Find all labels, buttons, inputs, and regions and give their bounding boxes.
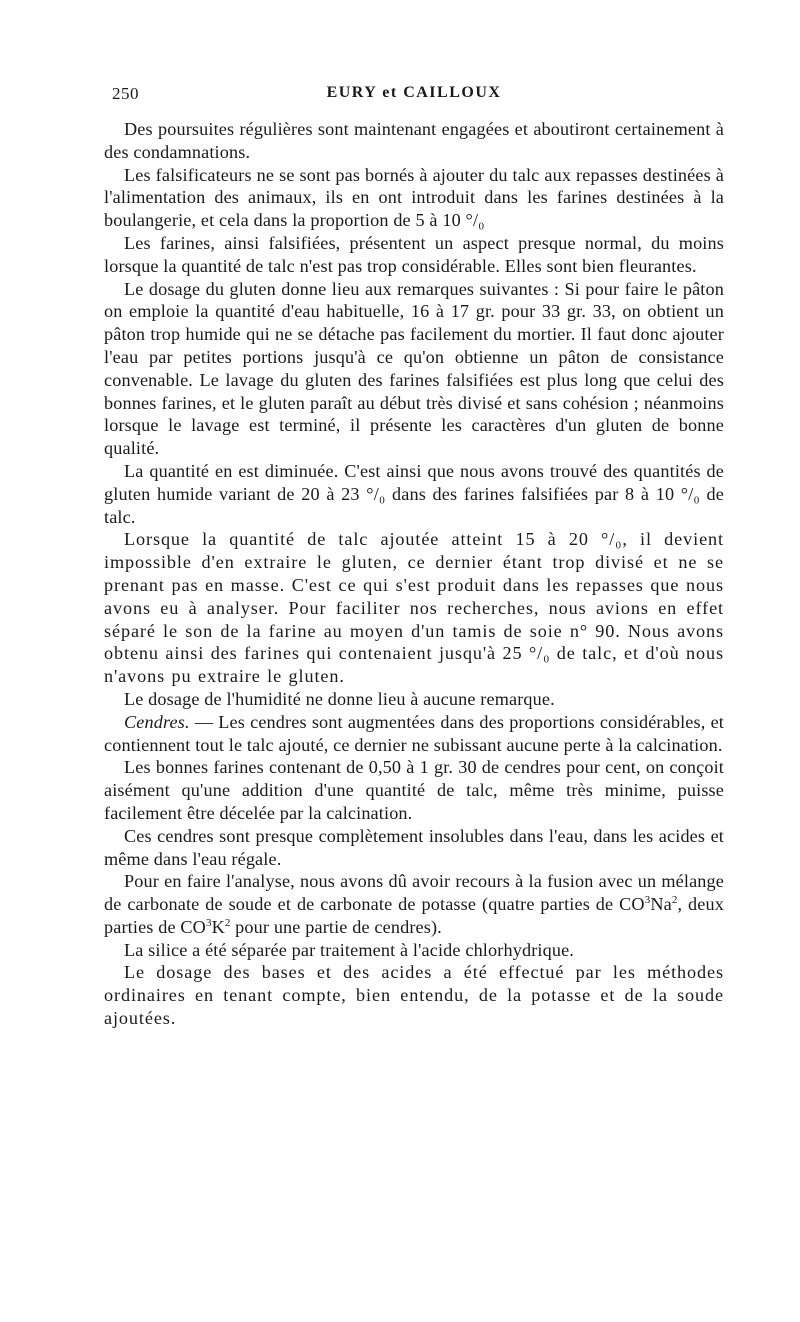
paragraph: Lorsque la quantité de talc ajoutée atteint 15 à 20 °/₀, il devient impossible d'en extraire le gluten, ce dernier étant trop divisé et ne se prenant pas en masse. C'est ce qui s'est produit dans les repasses que nous avons eu à analyser. Pour faciliter nos recherches, nous avions en effet séparé le son de la farine au moyen d'un tamis de soie n° 90. Nous avons obtenu ainsi des farines qui contenaient jusqu'à 25 °/₀ de talc, et d'où nous n'avons pu extraire le gluten.: [104, 529, 724, 687]
chem-symbol: Na: [650, 894, 672, 915]
document-page: [104, 84, 724, 1030]
paragraph: Le dosage du gluten donne lieu aux remarques suivantes : Si pour faire le pâton on emploie la quantité d'eau habituelle, 16 à 17 gr. pour 33 gr. 33, on obtient un pâton trop humide qui ne se détache pas facilement du mortier. Il faut donc ajouter l'eau par petites portions jusqu'à ce qu'on obtienne un pâton de consistance convenable. Le lavage du gluten des farines falsifiées est plus long que celui des bonnes farines, et le gluten paraît au début très divisé et sans cohésion ; néanmoins lorsque le lavage est terminé, il présente les caractères d'un gluten de bonne qualité.: [104, 278, 724, 459]
subscript-number: 3: [644, 894, 651, 907]
paragraph: Les farines, ainsi falsifiées, présentent un aspect presque normal, du moins lorsque la quantité de talc n'est pas trop considérable. Elles sont bien fleurantes.: [104, 232, 724, 276]
paragraph: La silice a été séparée par traitement à l'acide chlorhydrique.: [124, 939, 575, 960]
paragraph: Des poursuites régulières sont maintenant engagées et aboutiront certainement à des condamnations.: [104, 119, 724, 162]
paragraph-cendres: [104, 711, 724, 757]
section-label: Cendres.: [124, 711, 190, 732]
subscript-number: 2: [671, 894, 678, 907]
paragraph: Ces cendres sont presque complètement insolubles dans l'eau, dans les acides et même dans l'eau régale.: [104, 825, 724, 869]
page-header: [104, 84, 724, 110]
paragraph-text: — Les cendres sont augmentées dans des proportions considérables, et contiennent tout le talc ajouté, ce dernier ne subissant aucune perte à la calcination.: [104, 711, 724, 755]
page-number: 250: [112, 84, 139, 103]
paragraph-text: Pour en faire l'analyse, nous avons dû avoir recours à la fusion avec un mélange de carbonate de soude et de carbonate de potasse (quatre parties de CO: [104, 871, 724, 915]
paragraph: Les falsificateurs ne se sont pas bornés à ajouter du talc aux repasses destinées à l'alimentation des animaux, ils en ont introduit dans les farines destinées à la boulangerie, et cela dans la proportion de 5 à 10 °/₀: [104, 164, 724, 231]
paragraph-text: pour une partie de cendres).: [230, 916, 442, 937]
running-title: EURY et CAILLOUX: [326, 84, 502, 101]
paragraph: Le dosage des bases et des acides a été effectué par les méthodes ordinaires en tenant compte, bien entendu, de la potasse et de la soude ajoutées.: [104, 962, 724, 1029]
paragraph: Les bonnes farines contenant de 0,50 à 1 gr. 30 de cendres pour cent, on conçoit aisément qu'une addition d'une quantité de talc, même très minime, puisse facilement être décelée par la calcination.: [104, 757, 724, 823]
subscript-number: 3: [205, 916, 212, 929]
paragraph-fusion: [104, 870, 724, 938]
paragraph-text: , deux parties de CO: [104, 894, 724, 937]
chem-symbol: K: [211, 916, 225, 937]
body-text: [104, 118, 724, 1030]
paragraph: Le dosage de l'humidité ne donne lieu à aucune remarque.: [124, 688, 555, 709]
subscript-number: 2: [224, 916, 231, 929]
paragraph: La quantité en est diminuée. C'est ainsi que nous avons trouvé des quantités de gluten humide variant de 20 à 23 °/₀ dans des farines falsifiées par 8 à 10 °/₀ de talc.: [104, 460, 724, 527]
